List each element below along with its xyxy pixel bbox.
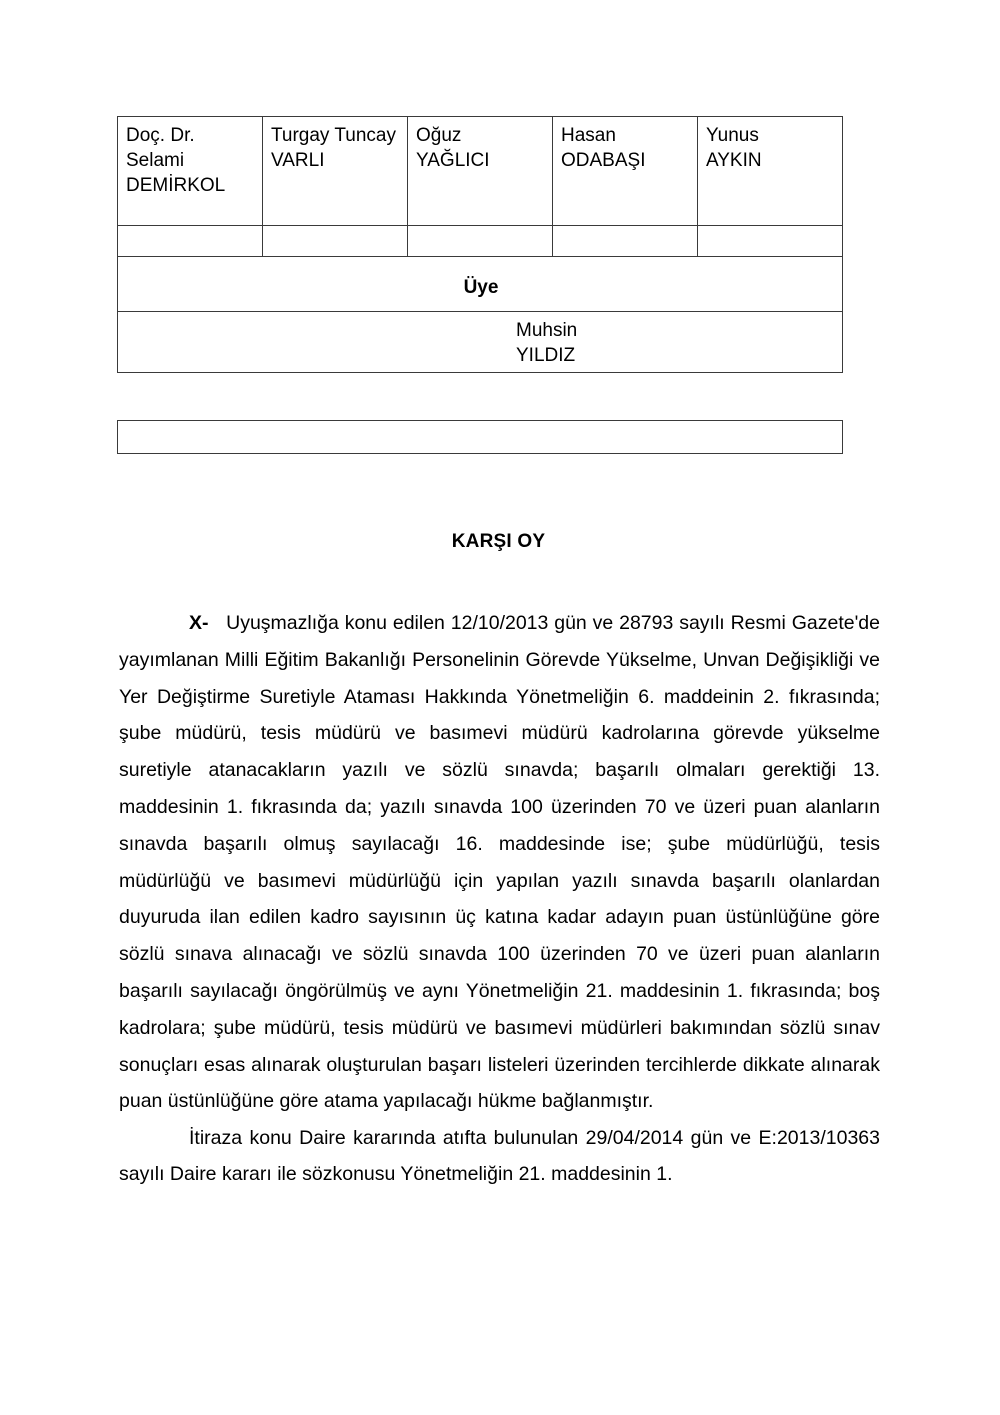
paragraph-2 <box>119 1120 880 1192</box>
judge-name-line: YAĞLICI <box>416 150 490 171</box>
paragraph-text: İtiraza konu Daire kararında atıfta bulunulan 29/04/2014 gün ve E:2013/10363 sayılı Daire kararı ile sözkonusu Yönetmeliğin 21. maddesinin 1. <box>119 1127 880 1186</box>
signature-cell-3 <box>408 117 553 226</box>
judge-name-line: AYKIN <box>706 150 762 171</box>
member-name-line: YILDIZ <box>516 345 576 366</box>
signature-table <box>117 116 843 373</box>
empty-framed-box <box>117 420 843 454</box>
judge-name-line: ODABAŞI <box>561 150 646 171</box>
member-name-wrapper <box>516 318 836 368</box>
table-row-member <box>118 312 843 373</box>
judge-name-line: VARLI <box>271 150 325 171</box>
judge-name-line: Turgay Tuncay <box>271 125 396 146</box>
signature-cell-1 <box>118 117 263 226</box>
signature-cell-2 <box>263 117 408 226</box>
table-row-judges <box>118 117 843 226</box>
member-name-cell <box>118 312 843 373</box>
signature-cell-5 <box>698 117 843 226</box>
judge-name-line: Oğuz <box>416 125 462 146</box>
body-text-container <box>119 605 880 1192</box>
signature-cell-4 <box>553 117 698 226</box>
judge-name-line: Yunus <box>706 125 759 146</box>
table-row-role <box>118 257 843 312</box>
blank-cell <box>698 226 843 257</box>
blank-cell <box>408 226 553 257</box>
judge-name-line: Doç. Dr. <box>126 125 195 146</box>
judge-name-line: Selami <box>126 150 185 171</box>
judge-name-line: DEMİRKOL <box>126 175 226 196</box>
blank-cell <box>263 226 408 257</box>
blank-cell <box>118 226 263 257</box>
table-row-blank <box>118 226 843 257</box>
paragraph-lead-marker: X- <box>189 612 209 634</box>
member-role-label: Üye <box>118 257 843 312</box>
page-title: KARŞI OY <box>451 531 546 552</box>
judge-name-line: Hasan <box>561 125 616 146</box>
paragraph-text: Uyuşmazlığa konu edilen 12/10/2013 gün ve 28793 sayılı Resmi Gazete'de yayımlanan Milli Eğitim Bakanlığı Personelinin Görevde Yükselme, Unvan Değişikliği ve Yer Değiştirme Suretiyle Ataması Hakkında Yönetmeliğin 6. maddeinin 2. fıkrasında; şube müdürü, tesis müdürü ve basımevi müdürü kadrolarına görevde yükselme suretiyle atanacakların yazılı ve sözlü sınavda; başarılı olmaları gerektiği 13. maddesinin 1. fıkrasında da; yazılı sınavda 100 üzerinden 70 ve üzeri puan alanların sınavda başarılı olmuş sayılacağı 16. maddesinde ise; şube müdürlüğü, tesis müdürlüğü ve basımevi müdürlüğü için yapılan yazılı sınavda başarılı olanlardan duyuruda ilan edilen kadro sayısının üç katına kadar adayın puan üstünlüğüne göre sözlü sınava alınacağı ve sözlü sınavda 100 üzerinden 70 ve üzeri puan alanların başarılı sayılacağı öngörülmüş ve aynı Yönetmeliğin 21. maddesinin 1. fıkrasında; boş kadrolara; şube müdürü, tesis müdürü ve basımevi müdürleri bakımından sözlü sınav sonuçları esas alınarak oluşturulan başarı listeleri üzerinden tercihlerde dikkate alınarak puan üstünlüğüne göre atama yapılacağı hükme bağlanmıştır. <box>119 612 880 1113</box>
member-name-line: Muhsin <box>516 320 578 341</box>
blank-cell <box>553 226 698 257</box>
paragraph-1 <box>119 605 880 1120</box>
